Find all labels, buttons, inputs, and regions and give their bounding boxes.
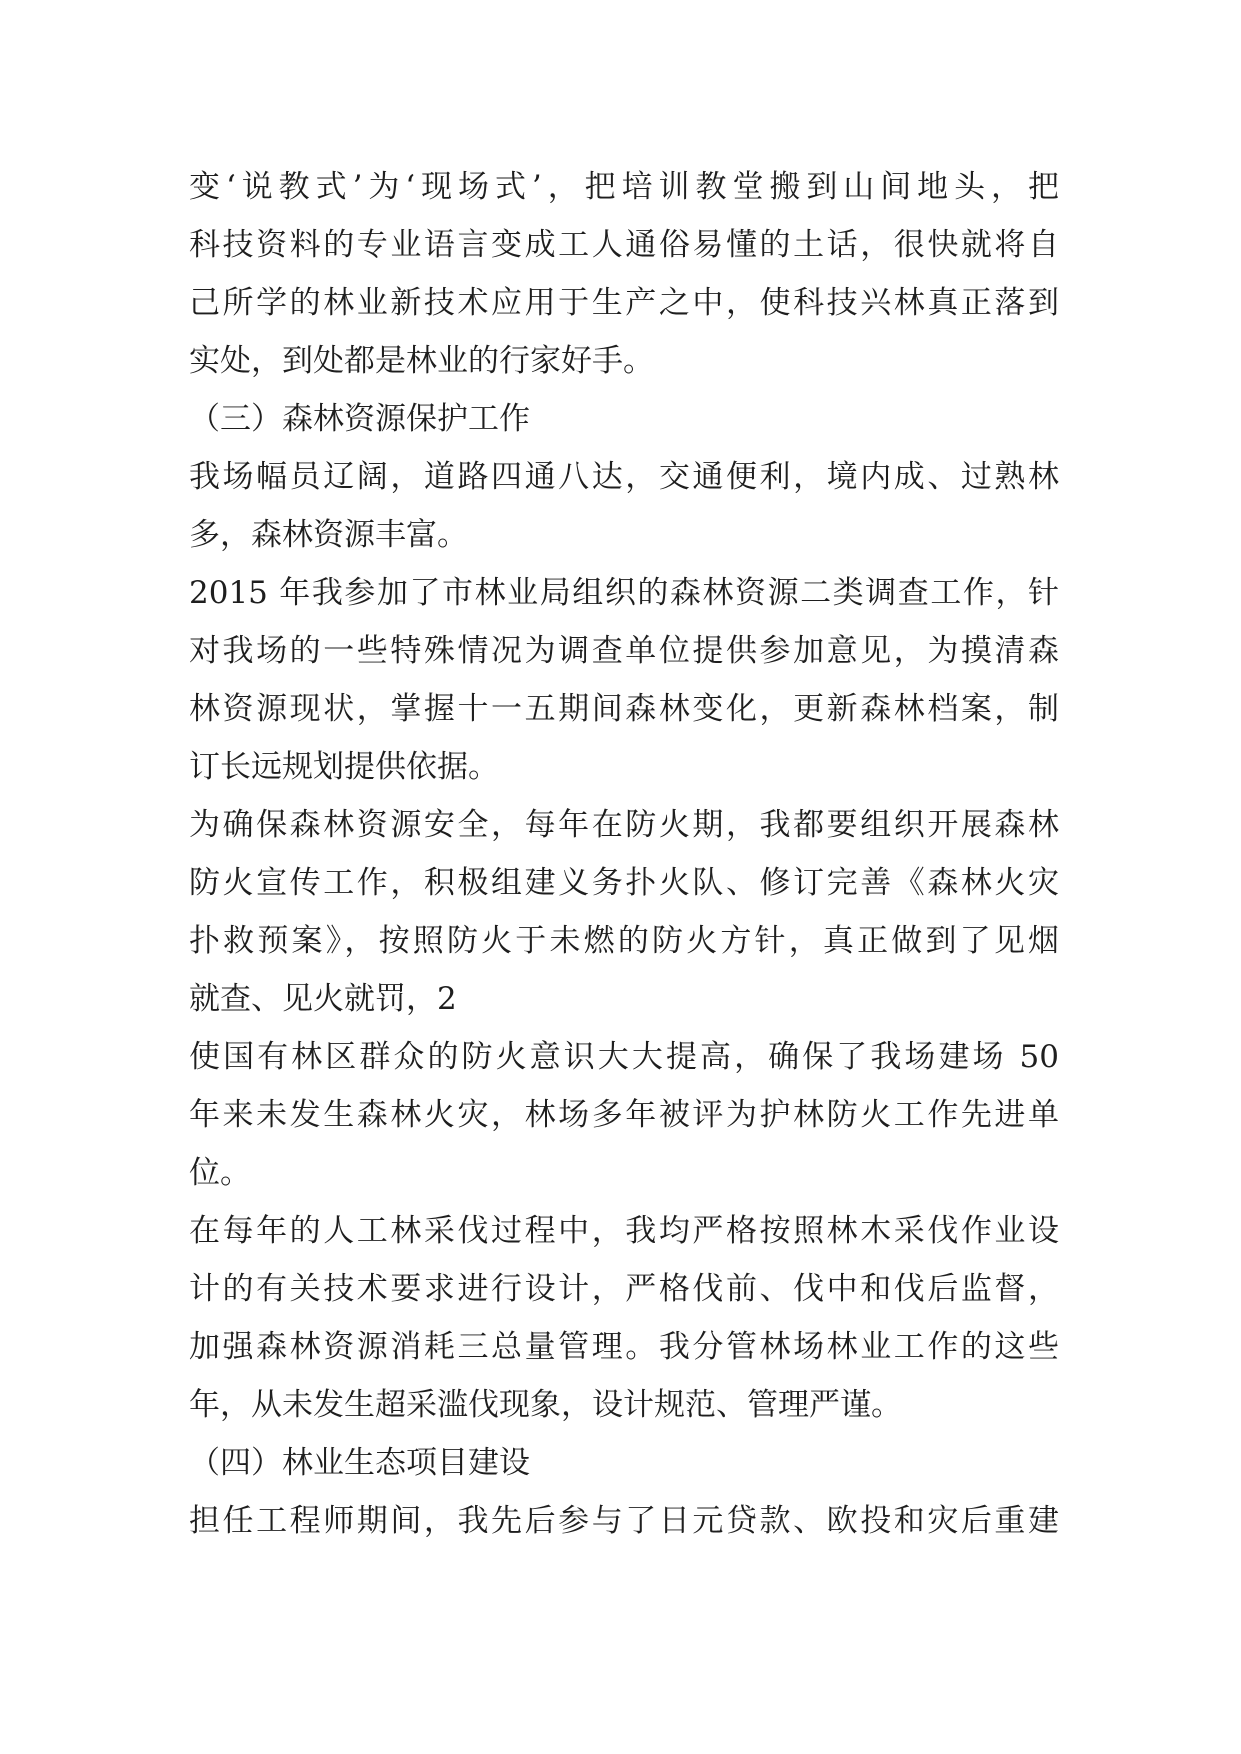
text-line: 订长远规划提供依据。 bbox=[189, 749, 499, 785]
text-line: 在每年的人工林采伐过程中，我均严格按照林木采伐作业设 bbox=[189, 1213, 1059, 1249]
text-line: 为确保森林资源安全，每年在防火期，我都要组织开展森林 bbox=[189, 807, 1059, 843]
text-line: （四）林业生态项目建设 bbox=[189, 1445, 530, 1481]
text-line: 防火宣传工作，积极组建义务扑火队、修订完善《森林火灾 bbox=[189, 865, 1059, 901]
text-line: 担任工程师期间，我先后参与了日元贷款、欧投和灾后重建 bbox=[189, 1503, 1059, 1539]
text-line: 位。 bbox=[189, 1155, 251, 1191]
text-line: 使国有林区群众的防火意识大大提高，确保了我场建场 50 bbox=[189, 1039, 1059, 1075]
text-line: 扑救预案》，按照防火于未燃的防火方针，真正做到了见烟 bbox=[189, 923, 1059, 959]
text-line: 加强森林资源消耗三总量管理。我分管林场林业工作的这些 bbox=[189, 1329, 1059, 1365]
text-line: 多，森林资源丰富。 bbox=[189, 517, 468, 553]
text-line: 计的有关技术要求进行设计，严格伐前、伐中和伐后监督， bbox=[189, 1271, 1059, 1307]
text-line: 变‘说教式’为‘现场式’，把培训教堂搬到山间地头，把 bbox=[189, 169, 1059, 205]
text-line: 林资源现状，掌握十一五期间森林变化，更新森林档案，制 bbox=[189, 691, 1059, 727]
document-body bbox=[189, 158, 1059, 1550]
text-line: 实处，到处都是林业的行家好手。 bbox=[189, 343, 654, 379]
text-line: 年来未发生森林火灾，林场多年被评为护林防火工作先进单 bbox=[189, 1097, 1059, 1133]
text-line: 年，从未发生超采滥伐现象，设计规范、管理严谨。 bbox=[189, 1387, 902, 1423]
text-line: 对我场的一些特殊情况为调查单位提供参加意见，为摸清森 bbox=[189, 633, 1059, 669]
text-line: 己所学的林业新技术应用于生产之中，使科技兴林真正落到 bbox=[189, 285, 1059, 321]
text-line: 科技资料的专业语言变成工人通俗易懂的土话，很快就将自 bbox=[189, 227, 1059, 263]
text-line: （三）森林资源保护工作 bbox=[189, 401, 530, 437]
text-line: 我场幅员辽阔，道路四通八达，交通便利，境内成、过熟林 bbox=[189, 459, 1059, 495]
text-line: 就查、见火就罚，2 bbox=[189, 981, 457, 1017]
text-line: 2015 年我参加了市林业局组织的森林资源二类调查工作，针 bbox=[189, 575, 1059, 611]
